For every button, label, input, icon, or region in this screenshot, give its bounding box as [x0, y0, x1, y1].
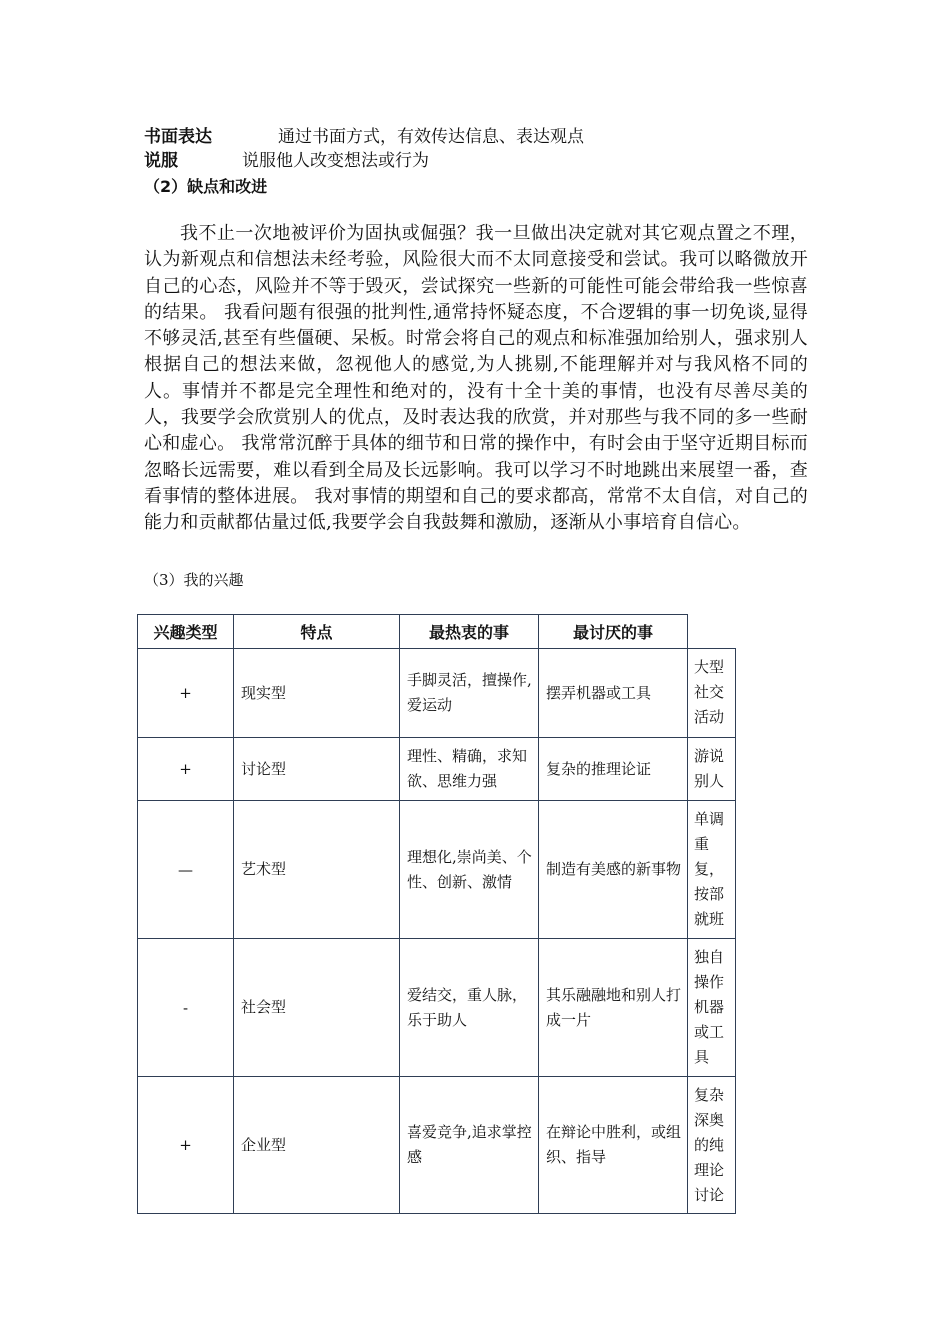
sign-cell: — [138, 801, 234, 939]
type-cell: 讨论型 [234, 738, 400, 801]
table-header-row [138, 615, 736, 649]
table-row [138, 649, 736, 738]
hate-cell: 大型社交活动 [688, 649, 736, 738]
sign-cell: + [138, 649, 234, 738]
header-cell: 兴趣类型 [138, 615, 234, 649]
table-row [138, 1077, 736, 1214]
love-cell: 复杂的推理论证 [539, 738, 688, 801]
traits-cell: 理性、精确，求知欲、思维力强 [400, 738, 539, 801]
type-cell: 社会型 [234, 939, 400, 1077]
skill-name: 书面表达 [144, 127, 212, 147]
sign-cell: + [138, 738, 234, 801]
section-heading-weaknesses: （2）缺点和改进 [144, 177, 268, 196]
hate-cell: 复杂深奥的纯理论讨论 [688, 1077, 736, 1214]
love-cell: 在辩论中胜利，或组织、指导 [539, 1077, 688, 1214]
header-cell: 最热衷的事 [400, 615, 539, 649]
header-cell: 特点 [234, 615, 400, 649]
header-blank-cell [688, 615, 736, 649]
skill-row-persuasion [144, 150, 429, 172]
love-cell: 其乐融融地和别人打成一片 [539, 939, 688, 1077]
type-cell: 艺术型 [234, 801, 400, 939]
table-row [138, 939, 736, 1077]
skill-desc: 说服他人改变想法或行为 [242, 151, 429, 171]
section-heading-interests: （3）我的兴趣 [144, 571, 244, 589]
sign-cell: + [138, 1077, 234, 1214]
type-cell: 企业型 [234, 1077, 400, 1214]
hate-cell: 游说别人 [688, 738, 736, 801]
skill-row-writing [144, 126, 584, 148]
skill-name: 说服 [144, 151, 178, 171]
type-cell: 现实型 [234, 649, 400, 738]
header-cell: 最讨厌的事 [539, 615, 688, 649]
traits-cell: 理想化,崇尚美、个性、创新、激情 [400, 801, 539, 939]
traits-cell: 手脚灵活，擅操作,爱运动 [400, 649, 539, 738]
skill-desc: 通过书面方式，有效传达信息、表达观点 [278, 127, 584, 147]
traits-cell: 喜爱竞争,追求掌控感 [400, 1077, 539, 1214]
weaknesses-paragraph: 我不止一次地被评价为固执或倔强？我一旦做出决定就对其它观点置之不理，认为新观点和信想法未经考验，风险很大而不太同意接受和尝试。我可以略微放开自己的心态，风险并不等于毁灭，尝试探究一些新的可能性可能会带给我一些惊喜的结果。 我看问题有很强的批判性,通常持怀疑态度，不合逻辑的事一切免谈,显得不够灵活,甚至有些僵硬、呆板。时常会将自己的观点和标准强加给别人，强求别人根据自己的想法来做，忽视他人的感觉,为人挑剔,不能理解并对与我风格不同的人。事情并不都是完全理性和绝对的，没有十全十美的事情，也没有尽善尽美的人，我要学会欣赏别人的优点，及时表达我的欣赏，并对那些与我不同的多一些耐心和虚心。 我常常沉醉于具体的细节和日常的操作中，有时会由于坚守近期目标而忽略长远需要，难以看到全局及长远影响。我可以学习不时地跳出来展望一番，查看事情的整体进展。 我对事情的期望和自己的要求都高，常常不太自信，对自己的能力和贡献都估量过低,我要学会自我鼓舞和激励，逐渐从小事培育自信心。 [144, 223, 808, 534]
table-row [138, 801, 736, 939]
love-cell: 摆弄机器或工具 [539, 649, 688, 738]
love-cell: 制造有美感的新事物 [539, 801, 688, 939]
hate-cell: 独自操作机器或工具 [688, 939, 736, 1077]
traits-cell: 爱结交，重人脉，乐于助人 [400, 939, 539, 1077]
interest-table [137, 614, 736, 1214]
sign-cell: - [138, 939, 234, 1077]
table-row [138, 738, 736, 801]
hate-cell: 单调重复，按部就班 [688, 801, 736, 939]
